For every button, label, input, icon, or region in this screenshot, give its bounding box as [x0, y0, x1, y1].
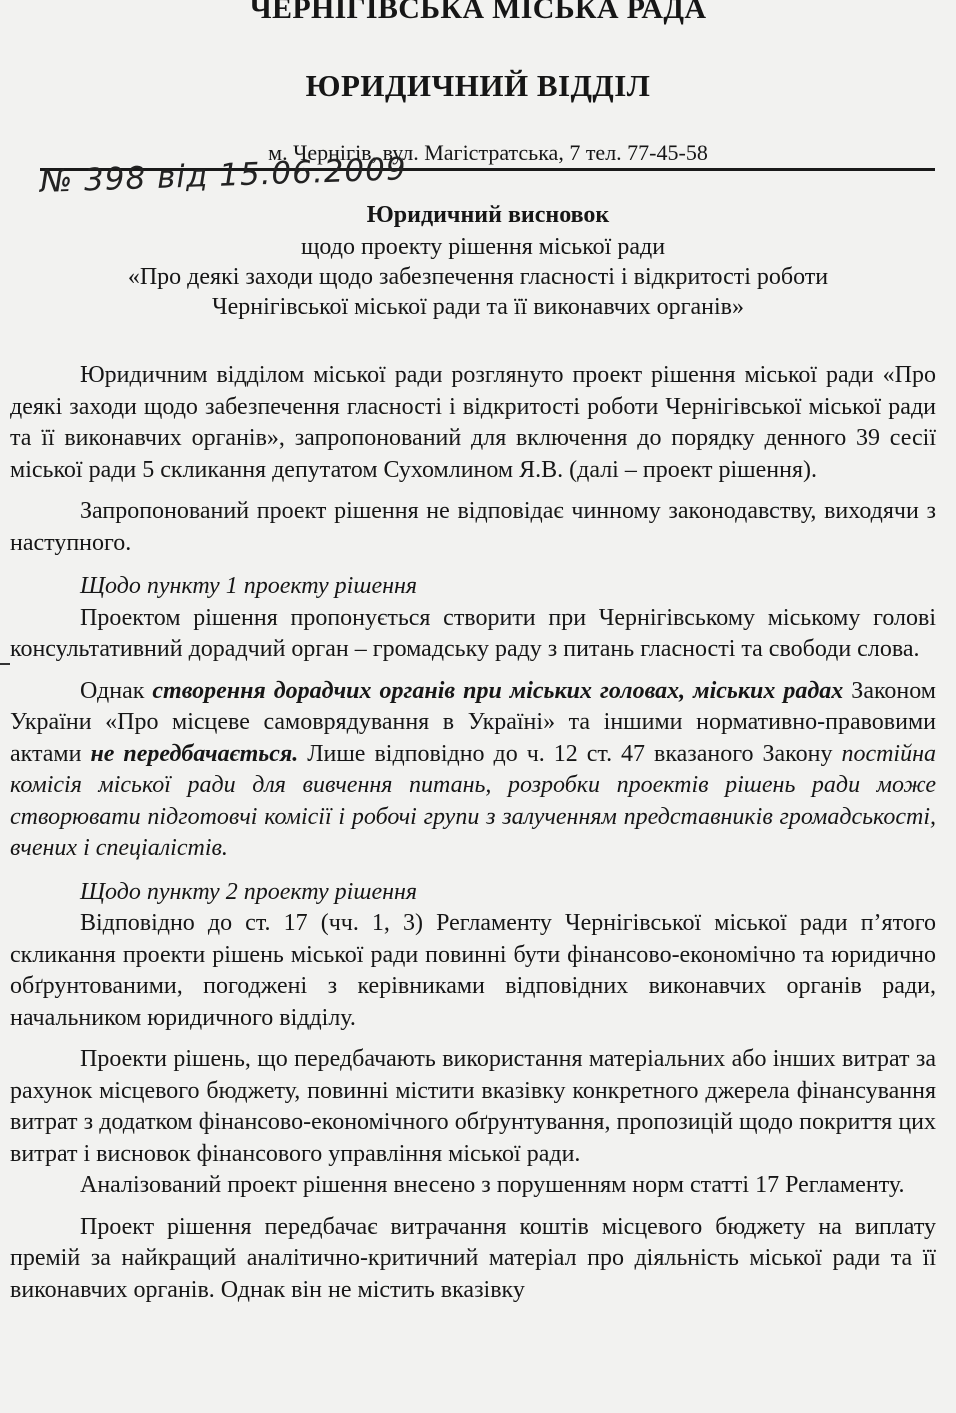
emphasis-text: створення дорадчих органів при міських головах, міських радах [152, 677, 844, 704]
title-quote-line-2: Чернігівської міської ради та її виконавчих органів» [212, 294, 744, 320]
paragraph-point-1: Проектом рішення пропонується створити при Чернігівському міському голові консультативний дорадчий орган – громадську раду з питань гласності та свободи слова. [10, 604, 936, 662]
paragraph-intro: Юридичним відділом міської ради розглянуто проект рішення міської ради «Про деякі заходи щодо забезпечення гласності і відкритості роботи Чернігівської міської ради та її виконавчих органів», запропонований для включення до порядку денного 39 сесії міської ради 5 скликання депутатом Сухомлином Я.В. (далі – проект рішення). [10, 362, 936, 483]
handwritten-reference: № 398 від 15.06.2009 [39, 151, 408, 200]
title-quote-line-1: «Про деякі заходи щодо забезпечення гласності і відкритості роботи [127, 264, 829, 290]
paragraph-analysis: Аналізований проект рішення внесено з порушенням норм статті 17 Регламенту. [80, 1172, 905, 1198]
emphasis-text: не передбачається. [90, 740, 299, 767]
margin-mark [0, 663, 10, 665]
text-run: Законом України «Про місцеве самоврядування в Україні» та іншими нормативно-правовими актами [10, 677, 936, 767]
paragraph-however [10, 676, 936, 865]
paragraph-budget: Проекти рішень, що передбачають використання матеріальних або інших витрат за рахунок місцевого бюджету, повинні містити вказівку конкретного джерела фінансування витрат з додатком фінансово-економічного обґрунтування, пропозицій щодо покриття цих витрат і висновок фінансового управління міської ради. [10, 1046, 936, 1167]
italic-text: постійна комісія міської ради для вивчення питань, розробки проектів рішень ради може створювати підготовчі комісії і робочі групи з залученням представників громадськості, вчених і спеціалістів. [10, 740, 936, 861]
section-heading-2: Щодо пункту 2 проекту рішення [80, 878, 418, 905]
paragraph-conclusion: Запропонований проект рішення не відповідає чинному законодавству, виходячи з наступного. [10, 498, 936, 556]
paragraph-regulation: Відповідно до ст. 17 (чч. 1, 3) Регламенту Чернігівської міської ради п’ятого скликання проекти рішень міської ради повинні бути фінансово-економічно та юридично обґрунтованими, погоджені з керівниками відповідних виконавчих органів ради, начальником юридичного відділу. [10, 910, 936, 1031]
organization-name: ЧЕРНІГІВСЬКА МІСЬКА РАДА [249, 0, 707, 25]
department-name: ЮРИДИЧНИЙ ВІДДІЛ [305, 68, 651, 103]
document-title [0, 198, 956, 322]
title-subject: щодо проекту рішення міської ради [300, 234, 666, 260]
title-heading: Юридичний висновок [366, 202, 610, 228]
paragraph-premiums: Проект рішення передбачає витрачання коштів місцевого бюджету на виплату премій за найкращий аналітично-критичний матеріал про діяльність міської ради та її виконавчих органів. Однак він не містить вказівку [10, 1213, 936, 1303]
document-body [10, 360, 936, 1306]
text-run: Однак [80, 677, 153, 704]
text-run: Лише відповідно до ч. 12 ст. 47 вказаного Закону [298, 740, 842, 767]
section-heading-1: Щодо пункту 1 проекту рішення [80, 573, 418, 599]
address-line: м. Чернігів, вул. Магістратська, 7 тел. 77-45-58 [268, 140, 708, 165]
